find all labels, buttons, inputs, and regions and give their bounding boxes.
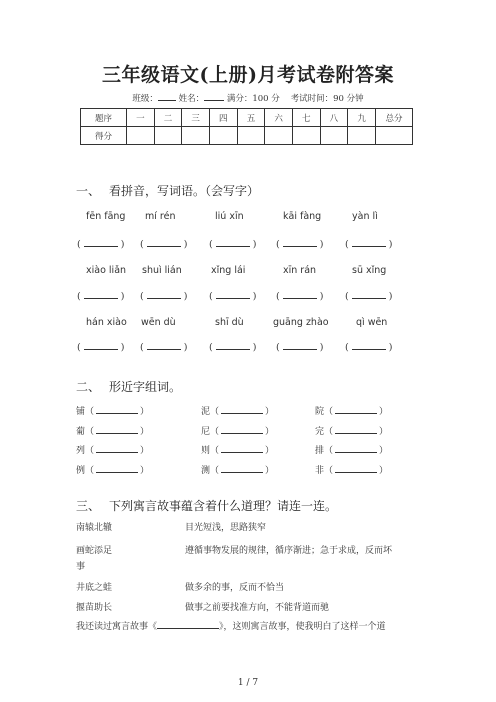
score-header-cell: 八 bbox=[320, 109, 348, 127]
answer-blank[interactable]: ( ) bbox=[77, 342, 125, 353]
moral-item[interactable]: 遵循事物发展的规律，循序渐进；急于求成，反而坏 bbox=[185, 546, 393, 556]
answer-blank[interactable]: ( ) bbox=[77, 291, 125, 302]
char-group-item[interactable]: 院（ ） bbox=[315, 407, 389, 417]
section-heading: 看拼音，写词语。（会写字） bbox=[109, 184, 260, 198]
page-title: 三年级语文(上册)月考试卷附答案 bbox=[102, 64, 394, 86]
section-heading: 形近字组词。 bbox=[109, 380, 182, 394]
pinyin: mí rén bbox=[145, 211, 176, 222]
char-group-item[interactable]: 尼（ ） bbox=[201, 427, 275, 437]
score-row-label: 得分 bbox=[81, 127, 127, 145]
exam-time: 考试时间：90 分钟 bbox=[290, 94, 364, 104]
char-group-item[interactable]: 铺（ ） bbox=[76, 407, 150, 417]
pinyin: guāng zhào bbox=[273, 317, 329, 328]
score-header-cell: 六 bbox=[265, 109, 293, 127]
story-item[interactable]: 揠苗助长 bbox=[76, 603, 113, 613]
score-header-cell: 总分 bbox=[376, 109, 413, 127]
score-header-cell: 一 bbox=[127, 109, 155, 127]
class-blank bbox=[158, 91, 176, 101]
pinyin-row bbox=[0, 211, 496, 225]
answer-blank[interactable]: ( ) bbox=[209, 342, 257, 353]
moral-item[interactable]: 做多余的事，反而不恰当 bbox=[185, 583, 285, 593]
answer-blank[interactable]: ( ) bbox=[209, 291, 257, 302]
score-table-score-row bbox=[81, 127, 413, 145]
char-group-item[interactable]: 葡（ ） bbox=[76, 427, 150, 437]
full-score: 满分：100 分 bbox=[226, 94, 280, 104]
moral-wrap-text: 事 bbox=[76, 562, 86, 572]
score-cell[interactable] bbox=[154, 127, 182, 145]
pinyin: kāi fàng bbox=[283, 211, 322, 222]
pinyin: fēn fāng bbox=[86, 211, 126, 222]
pinyin: shī dù bbox=[215, 317, 244, 328]
fable-blank[interactable] bbox=[157, 620, 219, 629]
pinyin: xīn rán bbox=[283, 265, 317, 276]
pinyin: sū xǐng bbox=[352, 265, 387, 276]
pinyin: yàn lì bbox=[352, 211, 378, 222]
answer-blank[interactable]: ( ) bbox=[276, 239, 324, 250]
pinyin-row bbox=[0, 265, 496, 279]
score-cell[interactable] bbox=[209, 127, 237, 145]
answer-blank[interactable]: ( ) bbox=[276, 342, 324, 353]
answer-blank[interactable]: ( ) bbox=[77, 239, 125, 250]
char-group-item[interactable]: 测（ ） bbox=[201, 466, 275, 476]
pinyin: shuì lián bbox=[142, 265, 182, 276]
name-blank bbox=[204, 91, 224, 101]
score-cell[interactable] bbox=[182, 127, 210, 145]
score-header-cell: 四 bbox=[209, 109, 237, 127]
section-number: 一、 bbox=[76, 184, 101, 198]
answer-blank[interactable]: ( ) bbox=[276, 291, 324, 302]
section-1-title bbox=[76, 182, 259, 199]
answer-blank[interactable]: ( ) bbox=[140, 291, 188, 302]
answer-blank-row bbox=[0, 238, 496, 252]
info-line bbox=[0, 91, 496, 104]
answer-blank[interactable]: ( ) bbox=[345, 342, 393, 353]
score-cell[interactable] bbox=[320, 127, 348, 145]
class-label: 班级： bbox=[132, 94, 158, 104]
char-group-item[interactable]: 排（ ） bbox=[315, 446, 389, 456]
score-header-cell: 七 bbox=[292, 109, 320, 127]
pinyin: xǐng lái bbox=[211, 265, 246, 276]
score-cell[interactable] bbox=[265, 127, 293, 145]
name-label: 姓名： bbox=[178, 94, 205, 104]
page-number: 1 / 7 bbox=[237, 678, 259, 688]
section-2-title bbox=[76, 378, 181, 395]
score-cell[interactable] bbox=[127, 127, 155, 145]
char-group-item[interactable]: 完（ ） bbox=[315, 427, 389, 437]
score-cell[interactable] bbox=[292, 127, 320, 145]
score-header-cell: 三 bbox=[182, 109, 210, 127]
answer-blank[interactable]: ( ) bbox=[140, 342, 188, 353]
pinyin-row bbox=[0, 317, 496, 331]
score-cell[interactable] bbox=[348, 127, 376, 145]
score-header-cell: 题序 bbox=[81, 109, 127, 127]
char-group-item[interactable]: 列（ ） bbox=[76, 446, 150, 456]
answer-blank-row bbox=[0, 290, 496, 304]
story-item[interactable]: 井底之蛙 bbox=[76, 583, 113, 593]
section-number: 二、 bbox=[76, 380, 101, 394]
score-table bbox=[80, 108, 413, 145]
score-header-cell: 五 bbox=[237, 109, 265, 127]
story-item[interactable]: 画蛇添足 bbox=[76, 546, 113, 556]
char-group-item[interactable]: 则（ ） bbox=[201, 446, 275, 456]
answer-blank[interactable]: ( ) bbox=[345, 239, 393, 250]
score-cell[interactable] bbox=[237, 127, 265, 145]
answer-blank[interactable]: ( ) bbox=[345, 291, 393, 302]
section-3-title bbox=[76, 497, 337, 514]
answer-blank[interactable]: ( ) bbox=[140, 239, 188, 250]
pinyin: xiào liǎn bbox=[86, 265, 127, 276]
char-group-item[interactable]: 例（ ） bbox=[76, 466, 150, 476]
moral-item[interactable]: 目光短浅，思路狭窄 bbox=[185, 523, 267, 533]
moral-item[interactable]: 做事之前要找准方向，不能背道而驰 bbox=[185, 603, 330, 613]
pinyin: qì wēn bbox=[356, 317, 388, 328]
score-header-cell: 二 bbox=[154, 109, 182, 127]
section-number: 三、 bbox=[76, 499, 101, 513]
score-header-cell: 九 bbox=[348, 109, 376, 127]
char-group-item[interactable]: 泥（ ） bbox=[201, 407, 275, 417]
score-cell[interactable] bbox=[376, 127, 413, 145]
answer-blank-row bbox=[0, 341, 496, 355]
pinyin: liú xīn bbox=[215, 211, 244, 222]
section-heading: 下列寓言故事蕴含着什么道理？请连一连。 bbox=[109, 499, 338, 513]
pinyin: hán xiào bbox=[86, 317, 127, 328]
score-table-header-row bbox=[81, 109, 413, 127]
fable-sentence: 我还读过寓言故事《 》，这则寓言故事，使我明白了这样一个道 bbox=[76, 622, 386, 632]
char-group-item[interactable]: 非（ ） bbox=[315, 466, 389, 476]
pinyin: wēn dù bbox=[141, 317, 176, 328]
story-item[interactable]: 南辕北辙 bbox=[76, 523, 113, 533]
answer-blank[interactable]: ( ) bbox=[209, 239, 257, 250]
